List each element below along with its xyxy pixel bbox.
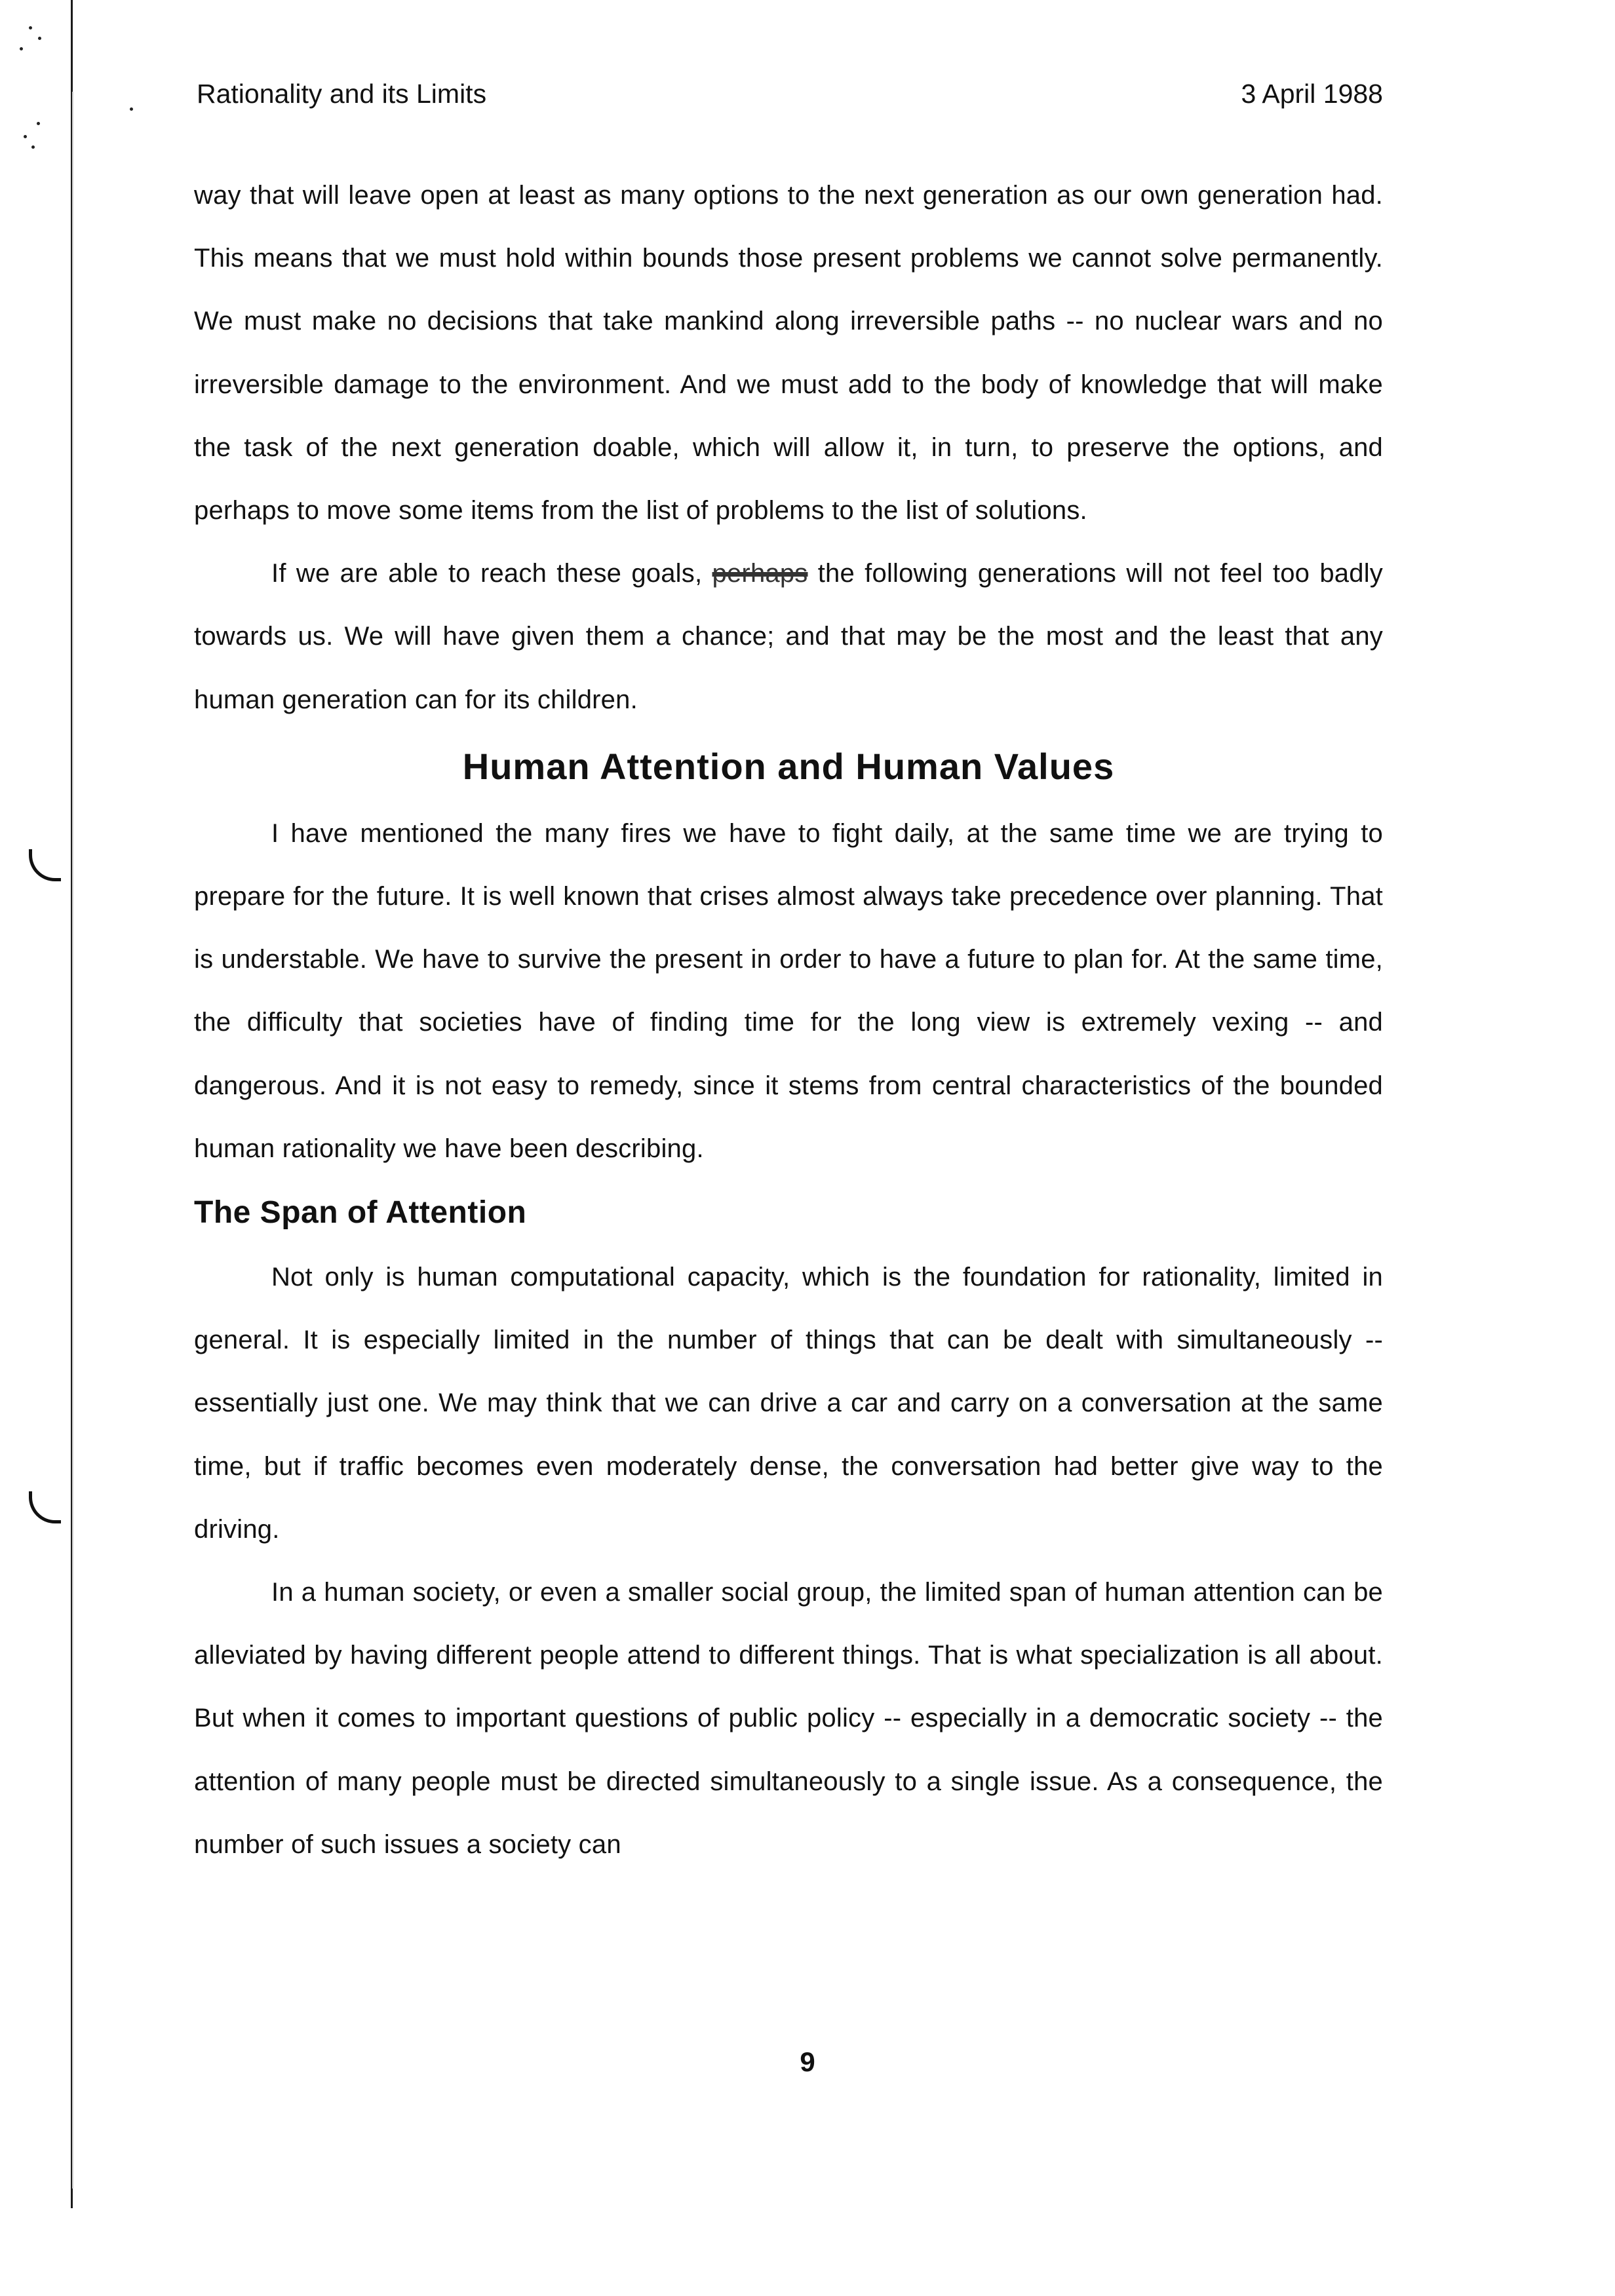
scan-speck [38, 37, 41, 40]
scan-speck [37, 122, 40, 125]
binder-margin-shadow [72, 92, 73, 2189]
scan-speck [20, 47, 23, 50]
paragraph-text-after: the following generations will not feel too badly towards us. We will have given them a chance; and that may be the most and the least that any human generation can for its children. [194, 559, 1383, 714]
body-text [194, 164, 1383, 1876]
binder-hook-mark [29, 849, 61, 881]
scan-speck [31, 145, 35, 149]
page-number: 9 [800, 2046, 815, 2077]
running-header-title: Rationality and its Limits [197, 79, 487, 109]
running-header-date: 3 April 1988 [1241, 79, 1383, 109]
subsection-paragraph: Not only is human computational capacity, which is the foundation for rationality, limited in general. It is especially limited in the number of things that can be dealt with simultaneously -- essentially just one. We may think that we can drive a car and carry on a conversation at the same time, but if traffic becomes even moderately dense, the conversation had better give way to the driving. [194, 1263, 1383, 1544]
scan-speck [130, 107, 133, 111]
section-paragraph: I have mentioned the many fires we have to fight daily, at the same time we are trying to prepare for the future. It is well known that crises almost always take precedence over planning. That is understable. We have to survive the present in order to have a future to plan for. At the same time, the difficulty that societies have of finding time for the long view is extremely vexing -- and dangerous. And it is not easy to remedy, since it stems from central characteristics of the bounded human rationality we have been describing. [194, 818, 1383, 1163]
subsection-heading: The Span of Attention [194, 1195, 527, 1231]
closing-paragraph [194, 542, 1383, 731]
scan-speck [29, 26, 32, 29]
section-heading: Human Attention and Human Values [462, 745, 1115, 787]
subsection-paragraph: In a human society, or even a smaller social group, the limited span of human attention can be alleviated by having different people attend to different things. That is what specialization is all about. But when it comes to important questions of public policy -- especially in a democratic society -- the attention of many people must be directed simultaneously to a single issue. As a consequence, the number of such issues a society can [194, 1578, 1383, 1859]
paragraph-text-before: If we are able to reach these goals, [271, 559, 703, 588]
continued-paragraph: way that will leave open at least as many options to the next generation as our own generation had. This means that we must hold within bounds those present problems we cannot solve permanently. We must make no decisions that take mankind along irreversible paths -- no nuclear wars and no irreversible damage to the environment. And we must add to the body of knowledge that will make the task of the next generation doable, which will allow it, in turn, to preserve the options, and perhaps to move some items from the list of problems to the list of solutions. [194, 181, 1383, 526]
struck-word: perhaps [712, 559, 808, 588]
binder-hook-mark [29, 1491, 61, 1523]
scan-speck [24, 135, 27, 138]
